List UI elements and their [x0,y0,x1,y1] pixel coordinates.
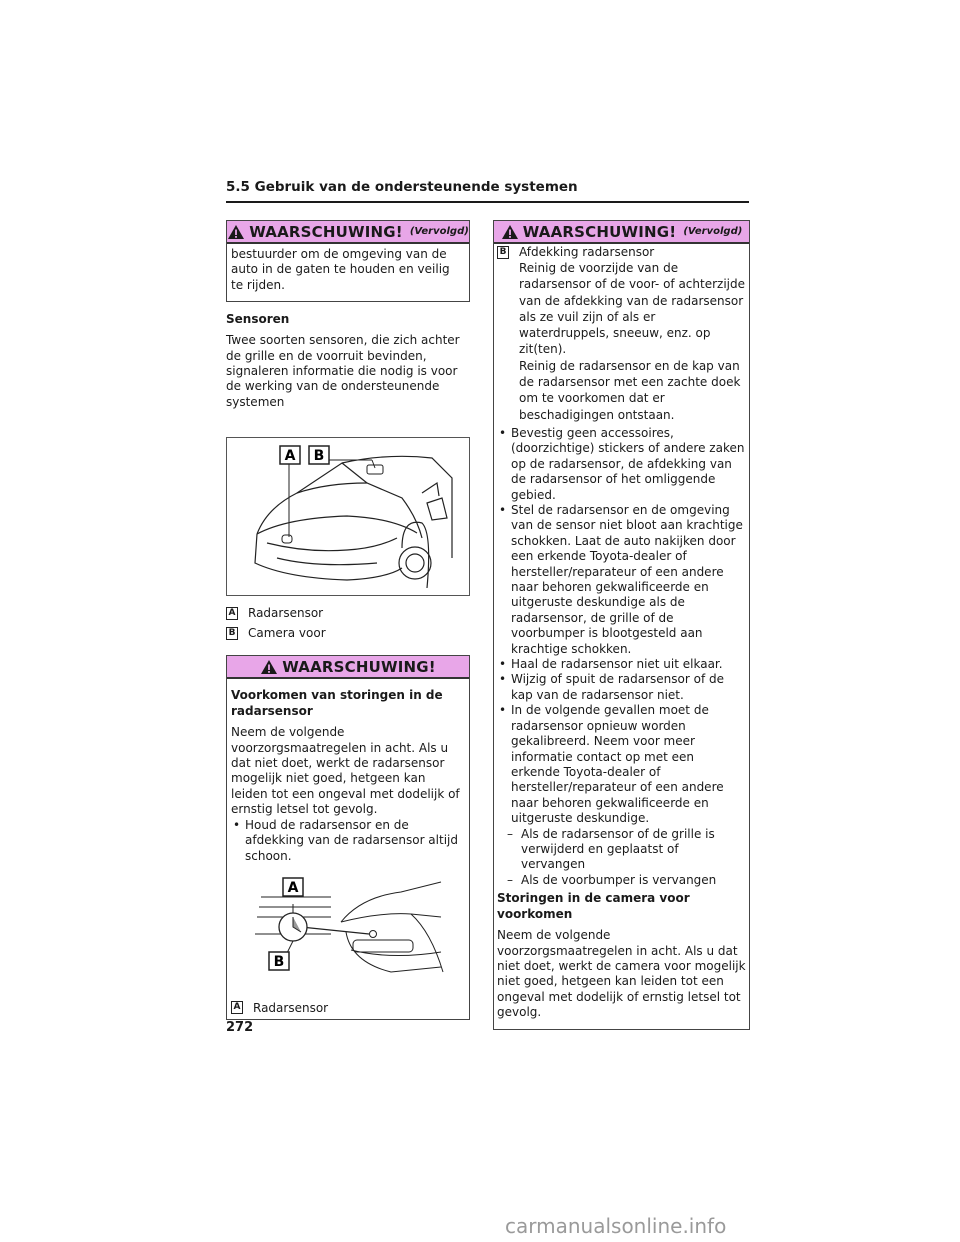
bullet-modify: • Wijzig of spuit de radarsensor of de kap van de radarsensor niet. [497,672,746,703]
bullet-shocks: • Stel de radarsensor en de omgeving van de sensor niet bloot aan krachtige schokken. Laat de auto nakijken door een erkende Toyota-dealer of hersteller/reparateur of een andere naar behoren gekwalificeerde en uitgeruste deskundige als de radarsensor, de grille of de voorbumper is blootgesteld aan krachtige schokken. [497,503,746,657]
warning-title-2: WAARSCHUWING! [282,657,436,676]
bullet-disassemble: • Haal de radarsensor niet uit elkaar. [497,657,746,672]
warning-box-continued [226,220,470,302]
car-illustration [227,438,469,595]
cover-title: Afdekking radarsensor [519,245,655,259]
radar-warning-text: Neem de volgende voorzorgsmaatregelen in acht. Als u dat niet doet, werkt de radarsensor mogelijk niet goed, hetgeen kan leiden tot een ongeval met dodelijk of ernstig letsel tot gevolg. [231,725,460,817]
page-number: 272 [226,1020,254,1035]
warning-header-right [494,221,749,244]
fig1-label-a: A [284,448,296,465]
sub-bullet-grille: – Als de radarsensor of de grille is verwijderd en geplaatst of vervangen [507,827,746,873]
left-column [226,220,470,1020]
fig2-legend-text-a: Radarsensor [253,1000,329,1015]
warning-icon [501,224,519,240]
footer-watermark[interactable]: carmanualsonline.info [505,1214,727,1238]
cover-key-b: B [497,246,509,259]
sub-bullet-bumper: – Als de voorbumper is vervangen [507,873,746,888]
warning-header-2 [227,656,469,679]
fig2-legend-a [231,1000,465,1016]
radar-warning-bullet: • Houd de radarsensor en de afdekking van de radarsensor altijd schoon. [231,818,465,864]
legend-text-b: Camera voor [248,626,326,641]
camera-heading: Storingen in de camera voor voorkomen [497,891,690,922]
warning-header [227,221,469,244]
cover-text-1: Reinig de voorzijde van de radarsensor of de voor- of achterzijde van de afdekking van de radarsensor als ze vuil zijn of als er waterdruppels, sneeuw, enz. op zit(ten). [519,261,745,357]
warning-title: WAARSCHUWING! [249,222,403,241]
legend-item-a [226,605,470,621]
section-title: 5.5 Gebruik van de ondersteunende systemen [226,179,749,203]
legend-key-b: B [226,627,238,640]
radar-warning-heading: Voorkomen van storingen in de radarsensor [231,688,443,719]
legend-item-b [226,625,470,641]
warning-continued: (Vervolgd) [409,226,469,237]
sensors-heading: Sensoren [226,312,290,327]
camera-text: Neem de volgende voorzorgsmaatregelen in acht. Als u dat niet doet, werkt de camera voor mogelijk niet goed, hetgeen kan leiden tot een ongeval met dodelijk of ernstig letsel tot gevolg. [497,928,746,1020]
fig2-legend-key-a: A [231,1001,243,1014]
cover-text-2: Reinig de radarsensor en de kap van de radarsensor met een zachte doek om te voorkomen dat er beschadigingen ontstaan. [519,358,741,422]
cover-item [497,244,746,260]
bullet-calibrate: • In de volgende gevallen moet de radarsensor opnieuw worden gekalibreerd. Neem voor meer informatie contact op met een erkende Toyota-dealer of hersteller/reparateur of een andere naar behoren gekwalificeerde en uitgeruste deskundige. [497,703,746,826]
sensors-text: Twee soorten sensoren, die zich achter de grille en de voorruit bevinden, signaleren informatie die nodig is voor de werking van de ondersteunende systemen [226,333,460,409]
fig2-label-a: A [287,879,299,896]
bullet-accessories: • Bevestig geen accessoires, (doorzichtige) stickers of andere zaken op de radarsensor, de afdekking van de radarsensor of het omliggende gebied. [497,426,746,503]
warning-title-right: WAARSCHUWING! [522,222,677,241]
right-column [493,220,750,1030]
car-sensors-figure [226,437,470,596]
radar-closeup-figure [231,872,465,998]
radar-illustration [231,872,467,998]
warning-box-radar [226,655,470,1020]
legend-text-a: Radarsensor [248,606,324,621]
warning-continued-text: bestuurder om de omgeving van de auto in de gaten te houden en veilig te rijden. [231,247,450,292]
warning-icon [227,224,245,240]
fig1-label-b: B [313,448,325,465]
warning-continued-right: (Vervolgd) [683,226,743,237]
legend-key-a: A [226,607,238,620]
warning-box-continued-right [493,220,750,1030]
warning-icon [260,659,278,675]
fig2-label-b: B [273,953,285,970]
